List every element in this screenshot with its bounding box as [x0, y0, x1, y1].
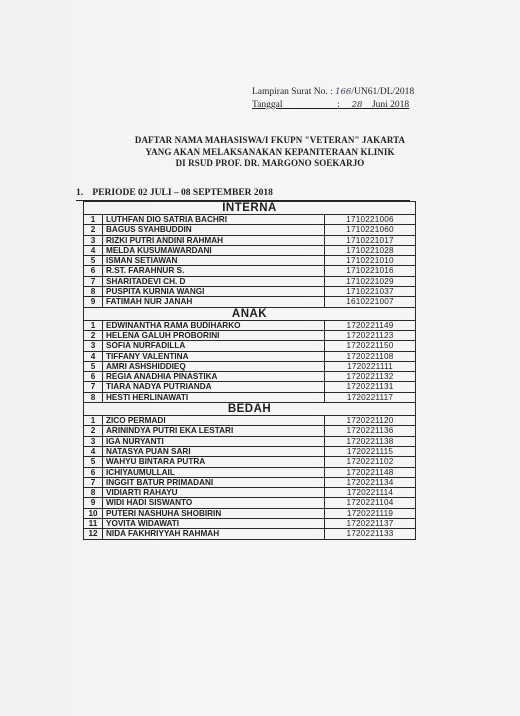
table-row	[84, 426, 416, 436]
student-name: YOVITA WIDAWATI	[103, 519, 325, 529]
student-nim: 1710221017	[325, 235, 416, 245]
student-name: WIDI HADI SISWANTO	[103, 498, 325, 508]
row-number: 12	[84, 529, 103, 539]
student-nim: 1720221114	[325, 488, 416, 498]
student-name: PUTERI NASHUHA SHOBIRIN	[103, 508, 325, 518]
student-name: HELENA GALUH PROBORINI	[103, 330, 325, 340]
tanggal-bulan-tahun: Juni 2018	[371, 100, 410, 110]
table-row	[84, 245, 416, 255]
student-nim: 1710221016	[325, 266, 416, 276]
student-name: FATIMAH NUR JANAH	[103, 297, 325, 307]
row-number: 9	[84, 498, 103, 508]
student-nim: 1710221006	[325, 215, 416, 225]
student-name: HESTI HERLINAWATI	[103, 392, 325, 402]
student-nim: 1720221133	[325, 529, 416, 539]
student-nim: 1720221120	[325, 416, 416, 426]
tanggal-colon: :	[337, 100, 340, 110]
table-row	[84, 477, 416, 487]
table-row	[84, 498, 416, 508]
periode-title	[76, 188, 336, 198]
lampiran-nomor-suffix: /UN61/DL/2018	[351, 87, 415, 97]
student-name: RIZKI PUTRI ANDINI RAHMAH	[103, 235, 325, 245]
row-number: 3	[84, 235, 103, 245]
table-row	[84, 467, 416, 477]
row-number: 6	[84, 266, 103, 276]
table-row	[84, 519, 416, 529]
student-nim: 1710221028	[325, 245, 416, 255]
table-row	[84, 287, 416, 297]
student-name: LUTHFAN DIO SATRIA BACHRI	[103, 215, 325, 225]
student-name: ICHIYAUMULLAIL	[103, 467, 325, 477]
student-nim: 1720221150	[325, 341, 416, 351]
row-number: 1	[84, 215, 103, 225]
row-number: 1	[84, 320, 103, 330]
student-nim: 1710221029	[325, 276, 416, 286]
student-name: BAGUS SYAHBUDDIN	[103, 225, 325, 235]
student-name: MELDA KUSUMAWARDANI	[103, 245, 325, 255]
section-title: BEDAH	[84, 403, 416, 416]
table-row	[84, 392, 416, 402]
student-name: VIDIARTI RAHAYU	[103, 488, 325, 498]
row-number: 7	[84, 477, 103, 487]
student-nim: 1720221148	[325, 467, 416, 477]
row-number: 11	[84, 519, 103, 529]
student-nim: 1720221111	[325, 361, 416, 371]
student-nim: 1710221037	[325, 287, 416, 297]
row-number: 2	[84, 426, 103, 436]
row-number: 3	[84, 436, 103, 446]
section-header-row	[84, 307, 416, 320]
row-number: 3	[84, 341, 103, 351]
student-nim: 1720221119	[325, 508, 416, 518]
table-row	[84, 529, 416, 539]
heading-line-1: DAFTAR NAMA MAHASISWA/I FKUPN "VETERAN" JAKARTA	[134, 135, 406, 145]
student-name: SHARITADEVI CH. D	[103, 276, 325, 286]
row-number: 9	[84, 297, 103, 307]
table-row	[84, 225, 416, 235]
handwritten-nomor: 166	[335, 87, 352, 97]
lampiran-nomor-row	[252, 86, 452, 99]
row-number: 5	[84, 361, 103, 371]
table-row	[84, 276, 416, 286]
heading-line-3: DI RSUD PROF. DR. MARGONO SOEKARJO	[175, 158, 365, 168]
table-row	[84, 215, 416, 225]
table-row	[84, 256, 416, 266]
lampiran-block	[252, 86, 452, 112]
student-name: PUSPITA KURNIA WANGI	[103, 287, 325, 297]
table-row	[84, 446, 416, 456]
heading-line-2: YANG AKAN MELAKSANAKAN KEPANITERAAN KLINIK	[145, 146, 395, 157]
student-name: INGGIT BATUR PRIMADANI	[103, 477, 325, 487]
student-nim: 1710221060	[325, 225, 416, 235]
table-row	[84, 320, 416, 330]
student-name: NIDA FAKHRIYYAH RAHMAH	[103, 529, 325, 539]
student-name: ISMAN SETIAWAN	[103, 256, 325, 266]
student-nim: 1720221131	[325, 382, 416, 392]
row-number: 2	[84, 330, 103, 340]
periode-text: PERIODE 02 JULI – 08 SEPTEMBER 2018	[92, 188, 273, 198]
student-nim: 1720221117	[325, 392, 416, 402]
table-row	[84, 508, 416, 518]
student-name: REGIA ANADHIA PINASTIKA	[103, 372, 325, 382]
lampiran-tanggal-row	[252, 99, 452, 112]
row-number: 10	[84, 508, 103, 518]
periode-number: 1.	[76, 188, 84, 198]
row-number: 1	[84, 416, 103, 426]
tanggal-label: Tanggal	[252, 100, 283, 110]
student-name: EDWINANTHA RAMA BUDIHARKO	[103, 320, 325, 330]
student-nim: 1720221115	[325, 446, 416, 456]
row-number: 5	[84, 256, 103, 266]
student-nim: 1710221010	[325, 256, 416, 266]
student-name: WAHYU BINTARA PUTRA	[103, 457, 325, 467]
student-nim: 1720221108	[325, 351, 416, 361]
table-row	[84, 436, 416, 446]
table-row	[84, 330, 416, 340]
student-name: AMRI ASHSHIDDIEQ	[103, 361, 325, 371]
table-row	[84, 361, 416, 371]
row-number: 5	[84, 457, 103, 467]
row-number: 6	[84, 372, 103, 382]
section-header-row	[84, 202, 416, 215]
student-nim: 1720221102	[325, 457, 416, 467]
table-row	[84, 266, 416, 276]
student-nim: 1720221123	[325, 330, 416, 340]
student-nim: 1720221132	[325, 372, 416, 382]
student-name: ARININDYA PUTRI EKA LESTARI	[103, 426, 325, 436]
student-nim: 1720221134	[325, 477, 416, 487]
table-row	[84, 297, 416, 307]
row-number: 4	[84, 446, 103, 456]
table-row	[84, 341, 416, 351]
student-name: SOFIA NURFADILLA	[103, 341, 325, 351]
section-title: ANAK	[84, 307, 416, 320]
table-row	[84, 372, 416, 382]
row-number: 4	[84, 245, 103, 255]
student-name: IGA NURYANTI	[103, 436, 325, 446]
student-name: TIFFANY VALENTINA	[103, 351, 325, 361]
table-row	[84, 351, 416, 361]
student-name: TIARA NADYA PUTRIANDA	[103, 382, 325, 392]
row-number: 8	[84, 488, 103, 498]
student-nim: 1720221137	[325, 519, 416, 529]
row-number: 6	[84, 467, 103, 477]
student-name: ZICO PERMADI	[103, 416, 325, 426]
table-row	[84, 416, 416, 426]
handwritten-tanggal: 28	[351, 100, 363, 110]
student-nim: 1720221149	[325, 320, 416, 330]
student-nim: 1720221138	[325, 436, 416, 446]
table-row	[84, 382, 416, 392]
table-row	[84, 457, 416, 467]
row-number: 8	[84, 287, 103, 297]
table-row	[84, 488, 416, 498]
student-nim: 1610221007	[325, 297, 416, 307]
row-number: 4	[84, 351, 103, 361]
student-table	[83, 201, 416, 540]
table-row	[84, 235, 416, 245]
student-nim: 1720221136	[325, 426, 416, 436]
row-number: 7	[84, 276, 103, 286]
row-number: 2	[84, 225, 103, 235]
section-header-row	[84, 403, 416, 416]
student-nim: 1720221104	[325, 498, 416, 508]
student-name: R.ST. FARAHNUR S.	[103, 266, 325, 276]
section-title: INTERNA	[84, 202, 416, 215]
row-number: 7	[84, 382, 103, 392]
lampiran-label: Lampiran Surat No. :	[252, 87, 333, 97]
row-number: 8	[84, 392, 103, 402]
document-heading	[80, 135, 460, 170]
student-name: NATASYA PUAN SARI	[103, 446, 325, 456]
